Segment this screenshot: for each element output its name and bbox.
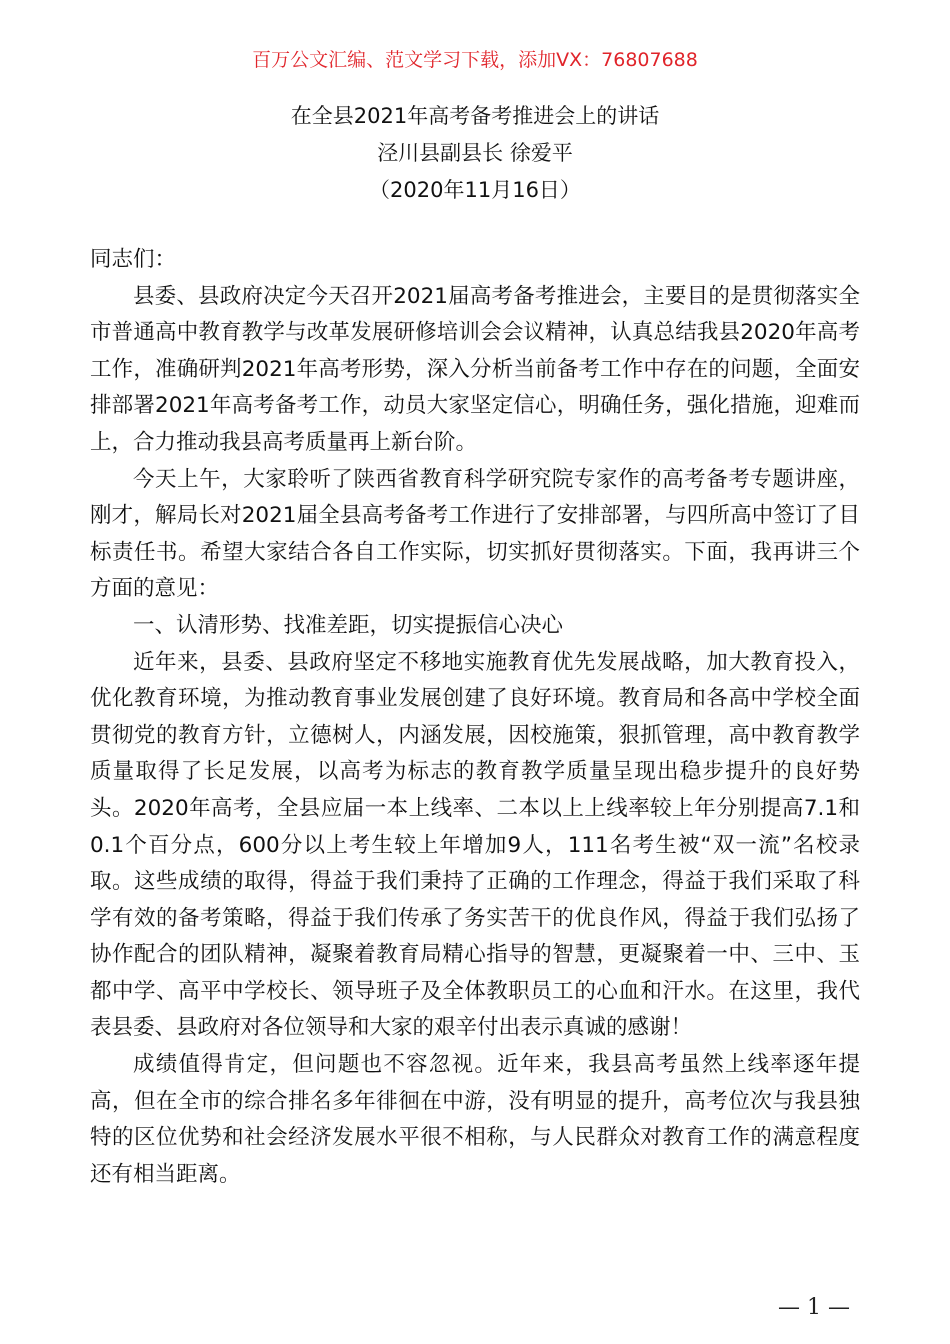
speech-date: （2020年11月16日） <box>369 178 581 202</box>
document-header <box>0 98 950 209</box>
salutation: 同志们： <box>90 247 177 272</box>
section-heading-1: 一、认清形势、找准差距，切实提振信心决心 <box>133 612 564 638</box>
paragraph-1: 县委、县政府决定今天召开2021届高考备考推进会，主要目的是贯彻落实全市普通高中教育教学与改革发展研修培训会会议精神，认真总结我县2020年高考工作，准确研判2021年高考形势，深入分析当前备考工作中存在的问题，全面安排部署2021年高考备考工作，动员大家坚定信心，明确任务，强化措施，迎难而上，合力推动我县高考质量再上新台阶。 <box>90 283 860 455</box>
watermark-banner: 百万公文汇编、范文学习下载，添加VX：76807688 <box>252 49 698 71</box>
paragraph-2: 今天上午，大家聆听了陕西省教育科学研究院专家作的高考备考专题讲座，刚才，解局长对2021届全县高考备考工作进行了安排部署，与四所高中签订了目标责任书。希望大家结合各自工作实际，切实抓好贯彻落实。下面，我再讲三个方面的意见： <box>90 466 860 602</box>
paragraph-4: 成绩值得肯定，但问题也不容忽视。近年来，我县高考虽然上线率逐年提高，但在全市的综合排名多年徘徊在中游，没有明显的提升，高考位次与我县独特的区位优势和社会经济发展水平很不相称，与人民群众对教育工作的满意程度还有相当距离。 <box>90 1052 860 1187</box>
speech-body <box>90 242 860 1193</box>
page-number: — 1 — <box>778 1295 850 1320</box>
paragraph-3: 近年来，县委、县政府坚定不移地实施教育优先发展战略，加大教育投入，优化教育环境，为推动教育事业发展创建了良好环境。教育局和各高中学校全面贯彻党的教育方针，立德树人，内涵发展，因校施策，狠抓管理，高中教育教学质量取得了长足发展，以高考为标志的教育教学质量呈现出稳步提升的良好势头。2020年高考，全县应届一本上线率、二本以上上线率较上年分别提高7.1和0.1个百分点，600分以上考生较上年增加9人，111名考生被“双一流”名校录取。这些成绩的取得，得益于我们秉持了正确的工作理念，得益于我们采取了科学有效的备考策略，得益于我们传承了务实苦干的优良作风，得益于我们弘扬了协作配合的团队精神，凝聚着教育局精心指导的智慧，更凝聚着一中、三中、玉都中学、高平中学校长、领导班子及全体教职员工的心血和汗水。在这里，我代表县委、县政府对各位领导和大家的艰辛付出表示真诚的感谢！ <box>90 649 860 1041</box>
document-title: 在全县2021年高考备考推进会上的讲话 <box>290 104 660 128</box>
speaker-line: 泾川县副县长 徐爱平 <box>377 141 573 165</box>
